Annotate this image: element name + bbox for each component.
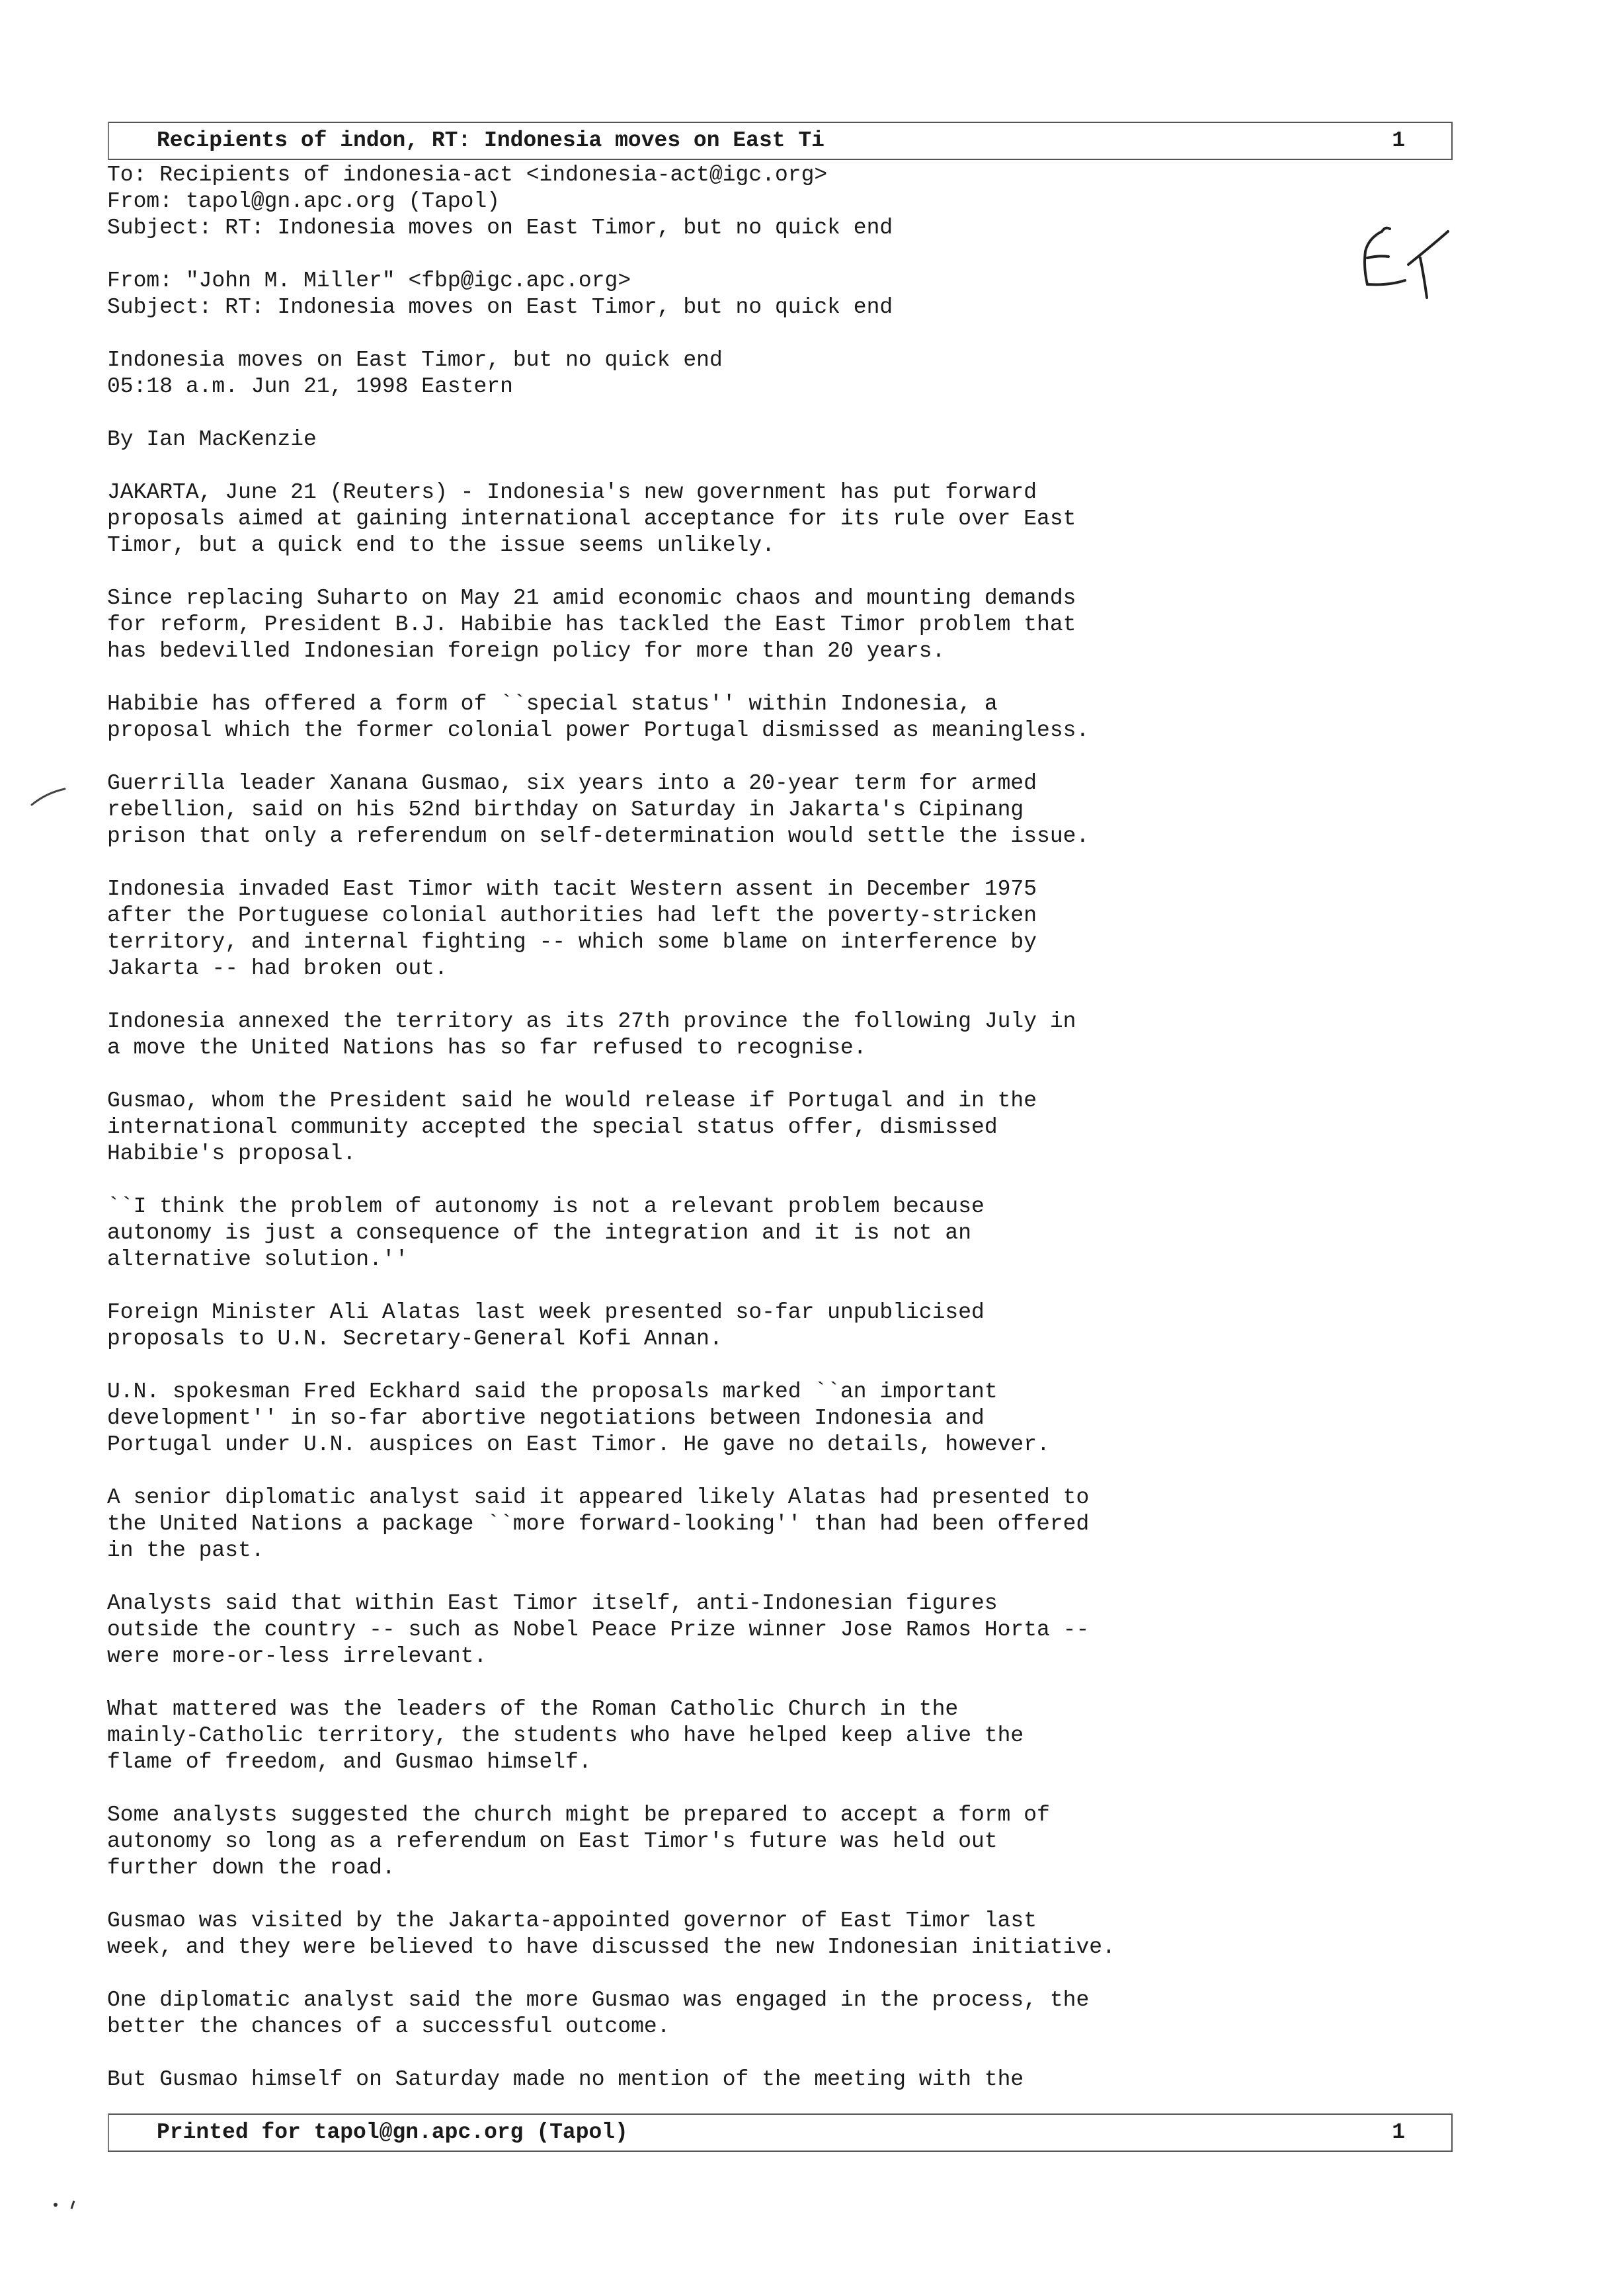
article-paragraph: A senior diplomatic analyst said it appeared likely Alatas had presented to the United Nations a package ``more forward-looking'' than had been offered in the past.: [107, 1485, 1090, 1563]
margin-pen-mark: [26, 784, 73, 810]
article-paragraph: Since replacing Suharto on May 21 amid economic chaos and mounting demands for reform, President B.J. Habibie has tackled the East Timor problem that has bedevilled Indonesian foreign policy for more than 20 years.: [107, 586, 1076, 663]
article-paragraph: Guerrilla leader Xanana Gusmao, six years into a 20-year term for armed rebellion, said on his 52nd birthday on Saturday in Jakarta's Cipinang prison that only a referendum on self-determination would settle the issue.: [107, 771, 1090, 848]
article-paragraph: Analysts said that within East Timor itself, anti-Indonesian figures outside the country -- such as Nobel Peace Prize winner Jose Ramos Horta -- were more-or-less irrelevant.: [107, 1591, 1090, 1668]
email-from: From: tapol@gn.apc.org (Tapol): [107, 189, 501, 214]
print-footer-bar: [108, 2113, 1453, 2152]
forwarded-subject: Subject: RT: Indonesia moves on East Timor, but no quick end: [107, 295, 893, 319]
print-header-title: Recipients of indon, RT: Indonesia moves on East Ti: [157, 128, 824, 153]
article-headline: Indonesia moves on East Timor, but no quick end: [107, 348, 723, 372]
print-footer-page-number: 1: [1392, 2120, 1405, 2145]
article-byline: By Ian MacKenzie: [107, 427, 317, 452]
scan-speck-marks: [46, 2195, 86, 2215]
handwritten-et-annotation: [1342, 212, 1474, 311]
article-paragraph: JAKARTA, June 21 (Reuters) - Indonesia's new government has put forward proposals aimed at gaining international acceptance for its rule over East Timor, but a quick end to the issue seems unlikely.: [107, 480, 1076, 557]
forwarded-from: From: "John M. Miller" <fbp@igc.apc.org>: [107, 268, 631, 293]
article-paragraph: What mattered was the leaders of the Roman Catholic Church in the mainly-Catholic territory, the students who have helped keep alive the flame of freedom, and Gusmao himself.: [107, 1697, 1024, 1774]
article-paragraph: Habibie has offered a form of ``special status'' within Indonesia, a proposal which the former colonial power Portugal dismissed as meaningless.: [107, 692, 1090, 743]
printed-for-label: Printed for tapol@gn.apc.org (Tapol): [157, 2120, 628, 2145]
message-body: [107, 162, 1416, 2093]
email-subject: Subject: RT: Indonesia moves on East Timor, but no quick end: [107, 216, 893, 240]
article-paragraph: Gusmao, whom the President said he would release if Portugal and in the international community accepted the special status offer, dismissed Habibie's proposal.: [107, 1088, 1037, 1166]
email-to: To: Recipients of indonesia-act <indonesia-act@igc.org>: [107, 163, 828, 187]
article-paragraph: Some analysts suggested the church might be prepared to accept a form of autonomy so long as a referendum on East Timor's future was held out further down the road.: [107, 1803, 1050, 1880]
print-header-bar: [108, 122, 1453, 160]
article-paragraph: ``I think the problem of autonomy is not a relevant problem because autonomy is just a consequence of the integration and it is not an alternative solution.'': [107, 1194, 985, 1272]
article-paragraph: But Gusmao himself on Saturday made no mention of the meeting with the: [107, 2067, 1024, 2092]
article-paragraph: Indonesia invaded East Timor with tacit Western assent in December 1975 after the Portuguese colonial authorities had left the poverty-stricken territory, and internal fighting -- which some blame on interference by Jakarta -- had broken out.: [107, 877, 1037, 981]
print-header-page-number: 1: [1392, 128, 1405, 153]
article-dateline: 05:18 a.m. Jun 21, 1998 Eastern: [107, 374, 513, 399]
article-paragraph: Indonesia annexed the territory as its 27th province the following July in a move the United Nations has so far refused to recognise.: [107, 1009, 1076, 1060]
article-paragraph: One diplomatic analyst said the more Gusmao was engaged in the process, the better the chances of a successful outcome.: [107, 1988, 1090, 2039]
article-paragraph: Gusmao was visited by the Jakarta-appointed governor of East Timor last week, and they were believed to have discussed the new Indonesian initiative.: [107, 1908, 1115, 1959]
article-paragraph: U.N. spokesman Fred Eckhard said the proposals marked ``an important development'' in so-far abortive negotiations between Indonesia and Portugal under U.N. auspices on East Timor. He gave no details, however.: [107, 1379, 1050, 1457]
article-paragraph: Foreign Minister Ali Alatas last week presented so-far unpublicised proposals to U.N. Secretary-General Kofi Annan.: [107, 1300, 985, 1351]
